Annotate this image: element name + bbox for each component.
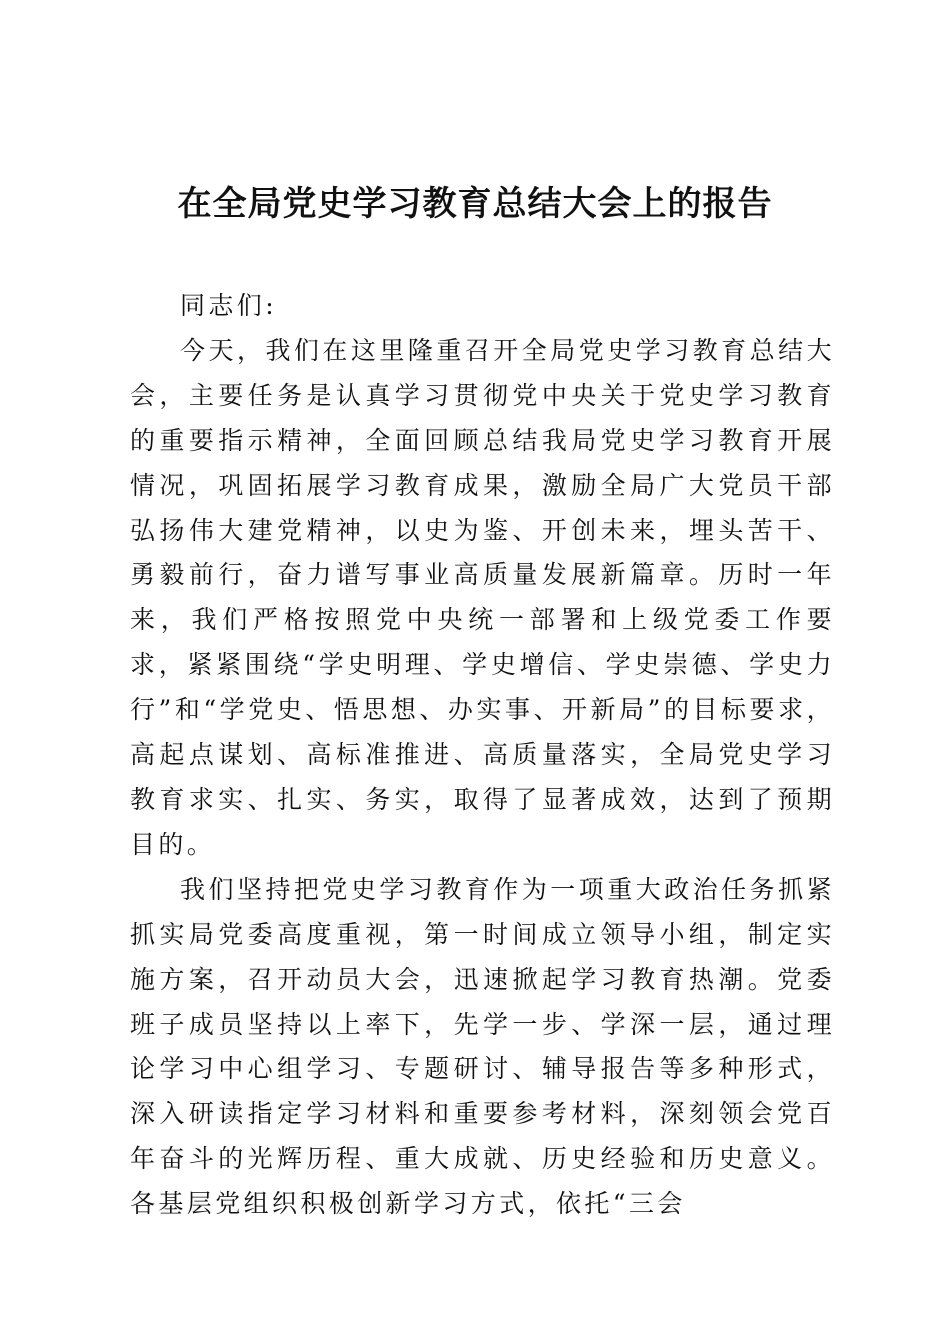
paragraph-2: 我们坚持把党史学习教育作为一项重大政治任务抓紧抓实局党委高度重视，第一时间成立领导小组，制定实施方案，召开动员大会，迅速掀起学习教育热潮。党委班子成员坚持以上率下，先学一步、学深一层，通过理论学习中心组学习、专题研讨、辅导报告等多种形式，深入研读指定学习材料和重要参考材料，深刻领会党百年奋斗的光辉历程、重大成就、历史经验和历史意义。各基层党组织积极创新学习方式，依托“三会: [130, 874, 835, 1219]
document-body: [130, 284, 835, 1227]
paragraph-1: 今天，我们在这里隆重召开全局党史学习教育总结大会，主要任务是认真学习贯彻党中央关于党史学习教育的重要指示精神，全面回顾总结我局党史学习教育开展情况，巩固拓展学习教育成果，激励全局广大党员干部弘扬伟大建党精神，以史为鉴、开创未来，埋头苦干、勇毅前行，奋力谱写事业高质量发展新篇章。历时一年来，我们严格按照党中央统一部署和上级党委工作要求，紧紧围绕“学史明理、学史增信、学史崇德、学史力行”和“学党史、悟思想、办实事、开新局”的目标要求，高起点谋划、高标准推进、高质量落实，全局党史学习教育求实、扎实、务实，取得了显著成效，达到了预期目的。: [130, 335, 835, 859]
document-title: 在全局党史学习教育总结大会上的报告: [177, 184, 773, 224]
salutation: 同志们:: [180, 291, 278, 320]
